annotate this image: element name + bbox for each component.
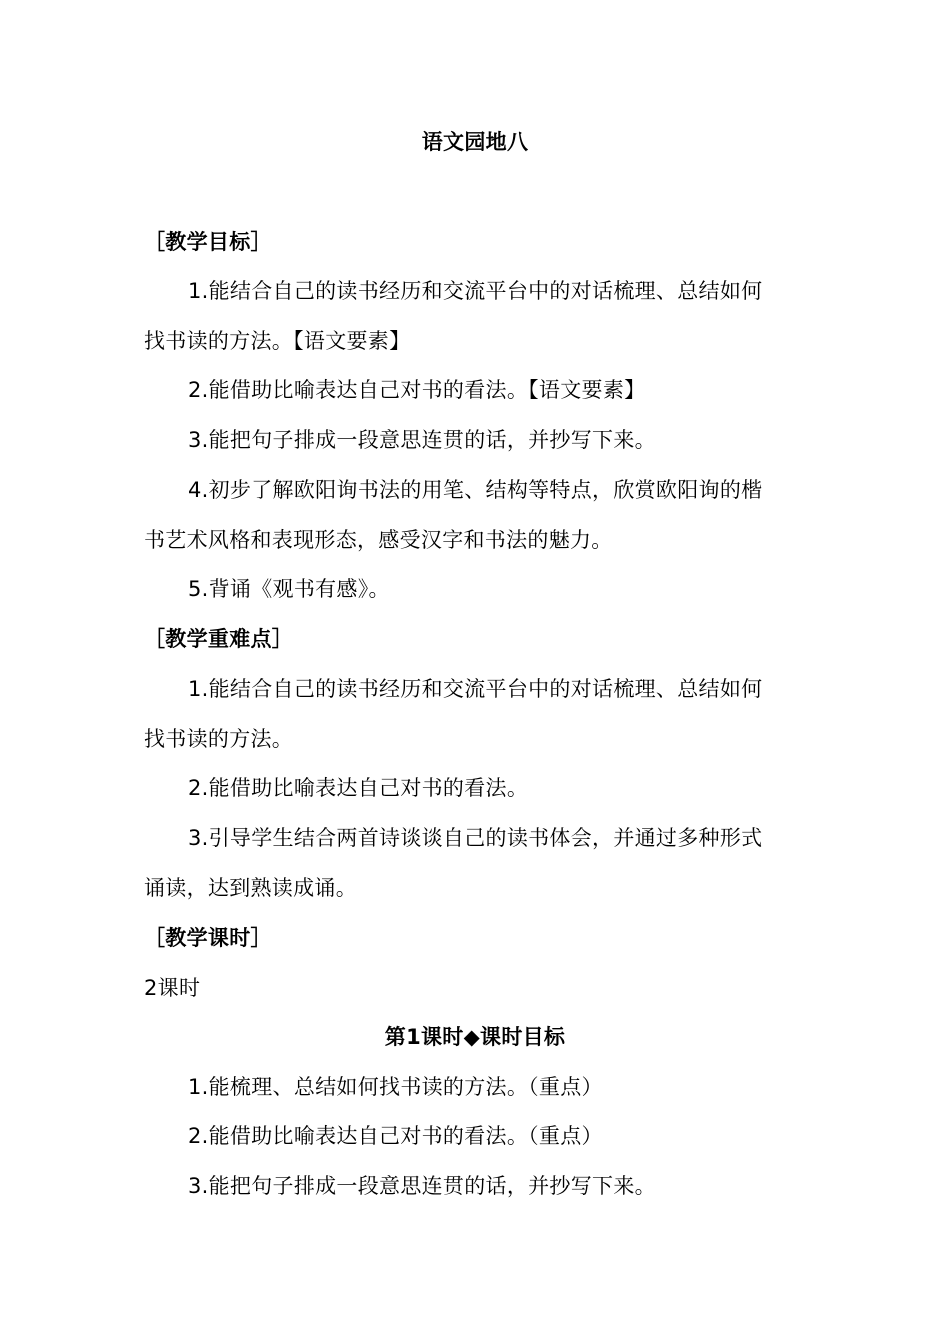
goal-item-4-line-1: 4.初步了解欧阳询书法的用笔、结构等特点，欣赏欧阳询的楷	[188, 478, 763, 502]
document-title: 语文园地八	[421, 130, 529, 154]
section-heading-key-points: ［教学重难点］	[144, 627, 294, 651]
goal-item-1-line-2: 找书读的方法。【语文要素】	[144, 329, 411, 353]
key-point-item-1-line-2: 找书读的方法。	[144, 727, 294, 751]
key-point-item-3-line-1: 3.引导学生结合两首诗谈谈自己的读书体会，并通过多种形式	[188, 826, 763, 850]
key-point-item-2: 2.能借助比喻表达自己对书的看法。	[188, 776, 529, 800]
lesson-1-goal-2: 2.能借助比喻表达自己对书的看法。（重点）	[188, 1124, 603, 1148]
goal-item-1-line-1: 1.能结合自己的读书经历和交流平台中的对话梳理、总结如何	[188, 279, 763, 303]
lesson-1-goal-1: 1.能梳理、总结如何找书读的方法。（重点）	[188, 1075, 603, 1099]
key-point-item-3-line-2: 诵读，达到熟读成诵。	[144, 876, 357, 900]
lesson-1-goal-3: 3.能把句子排成一段意思连贯的话，并抄写下来。	[188, 1174, 656, 1198]
goal-item-3: 3.能把句子排成一段意思连贯的话，并抄写下来。	[188, 428, 656, 452]
class-hours-value: 2课时	[144, 976, 201, 1000]
goal-item-4-line-2: 书艺术风格和表现形态，感受汉字和书法的魅力。	[144, 528, 613, 552]
section-heading-class-hours: ［教学课时］	[144, 926, 272, 950]
goal-item-5: 5.背诵《观书有感》。	[188, 577, 390, 601]
lesson-1-subtitle: 第1课时◆课时目标	[384, 1025, 566, 1049]
key-point-item-1-line-1: 1.能结合自己的读书经历和交流平台中的对话梳理、总结如何	[188, 677, 763, 701]
goal-item-2: 2.能借助比喻表达自己对书的看法。【语文要素】	[188, 378, 646, 402]
section-heading-teaching-goals: ［教学目标］	[144, 230, 272, 254]
